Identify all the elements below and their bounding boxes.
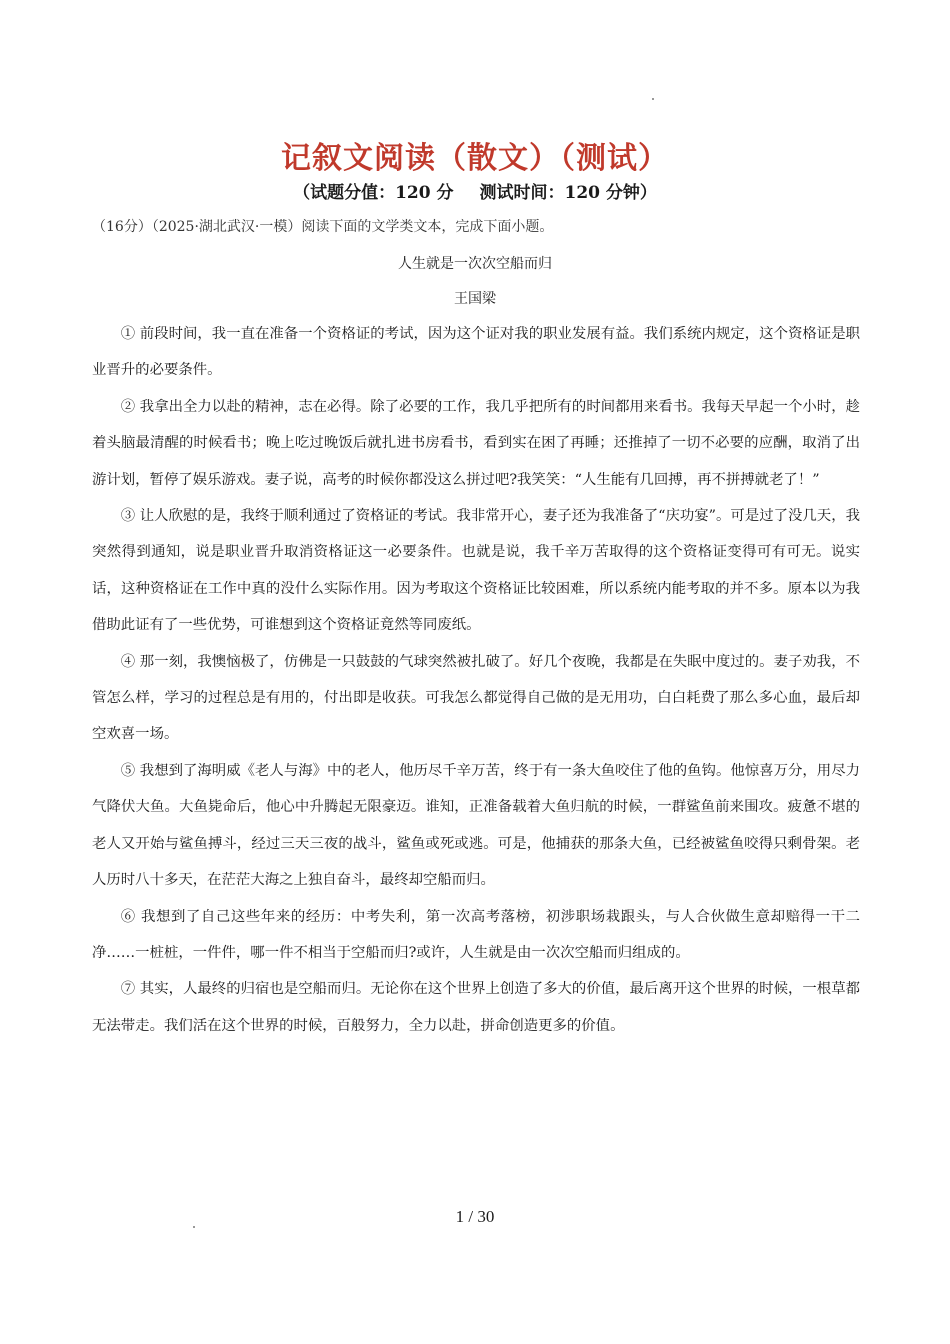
page-number: 1 / 30 — [455, 1207, 495, 1226]
article-title: 人生就是一次次空船而归 — [398, 256, 552, 272]
paragraph-7: ⑦ 其实，人最终的归宿也是空船而归。无论你在这个世界上创造了多大的价值，最后离开这个世界的时候，一根草都无法带走。我们活在这个世界的时候，百般努力，全力以赴，拼命创造更多的价值。 — [92, 981, 860, 1034]
paragraph-5: ⑤ 我想到了海明威《老人与海》中的老人，他历尽千辛万苦，终于有一条大鱼咬住了他的鱼钩。他惊喜万分，用尽力气降伏大鱼。大鱼毙命后，他心中升腾起无限豪迈。谁知，正准备载着大鱼归航的时候，一群鲨鱼前来围攻。疲惫不堪的老人又开始与鲨鱼搏斗，经过三天三夜的战斗，鲨鱼或死或逃。可是，他捕获的那条大鱼，已经被鲨鱼咬得只剩骨架。老人历时八十多天，在茫茫大海之上独自奋斗，最终却空船而归。 — [92, 762, 860, 889]
paragraph-6: ⑥ 我想到了自己这些年来的经历：中考失利，第一次高考落榜，初涉职场栽跟头，与人合伙做生意却赔得一干二净……一桩桩，一件件，哪一件不相当于空船而归?或许，人生就是由一次次空船而归组成的。 — [92, 908, 860, 961]
question-intro: （16分）（2025·湖北武汉·一模）阅读下面的文学类文本，完成下面小题。 — [92, 219, 554, 235]
paragraph-2: ② 我拿出全力以赴的精神，志在必得。除了必要的工作，我几乎把所有的时间都用来看书。我每天早起一个小时，趁着头脑最清醒的时候看书；晚上吃过晚饭后就扎进书房看书，看到实在困了再睡；还推掉了一切不必要的应酬，取消了出游计划，暂停了娱乐游戏。妻子说，高考的时候你都没这么拼过吧?我笑笑：“人生能有几回搏，再不拼搏就老了！” — [92, 398, 860, 488]
page-title: 记叙文阅读（散文）（测试） — [281, 141, 669, 176]
paragraph-1: ① 前段时间，我一直在准备一个资格证的考试，因为这个证对我的职业发展有益。我们系统内规定，这个资格证是职业晋升的必要条件。 — [92, 326, 860, 379]
paragraph-4: ④ 那一刻，我懊恼极了，仿佛是一只鼓鼓的气球突然被扎破了。好几个夜晚，我都是在失眠中度过的。妻子劝我，不管怎么样，学习的过程总是有用的，付出即是收获。可我怎么都觉得自己做的是无用功，白白耗费了那么多心血，最后却空欢喜一场。 — [92, 653, 860, 743]
score-label: （试题分值：120 分 — [293, 183, 454, 203]
article-body — [92, 316, 860, 1044]
paragraph-3: ③ 让人欣慰的是，我终于顺利通过了资格证的考试。我非常开心，妻子还为我准备了“庆功宴”。可是过了没几天，我突然得到通知，说是职业晋升取消资格证这一必要条件。也就是说，我千辛万苦取得的这个资格证变得可有可无。说实话，这种资格证在工作中真的没什么实际作用。因为考取这个资格证比较困难，所以系统内能考取的并不多。原本以为我借助此证有了一些优势，可谁想到这个资格证竟然等同废纸。 — [92, 508, 860, 634]
article-author: 王国梁 — [454, 291, 496, 307]
time-label: 测试时间：120 分钟） — [479, 183, 657, 203]
exam-meta — [0, 178, 950, 203]
scan-speck — [652, 98, 654, 100]
